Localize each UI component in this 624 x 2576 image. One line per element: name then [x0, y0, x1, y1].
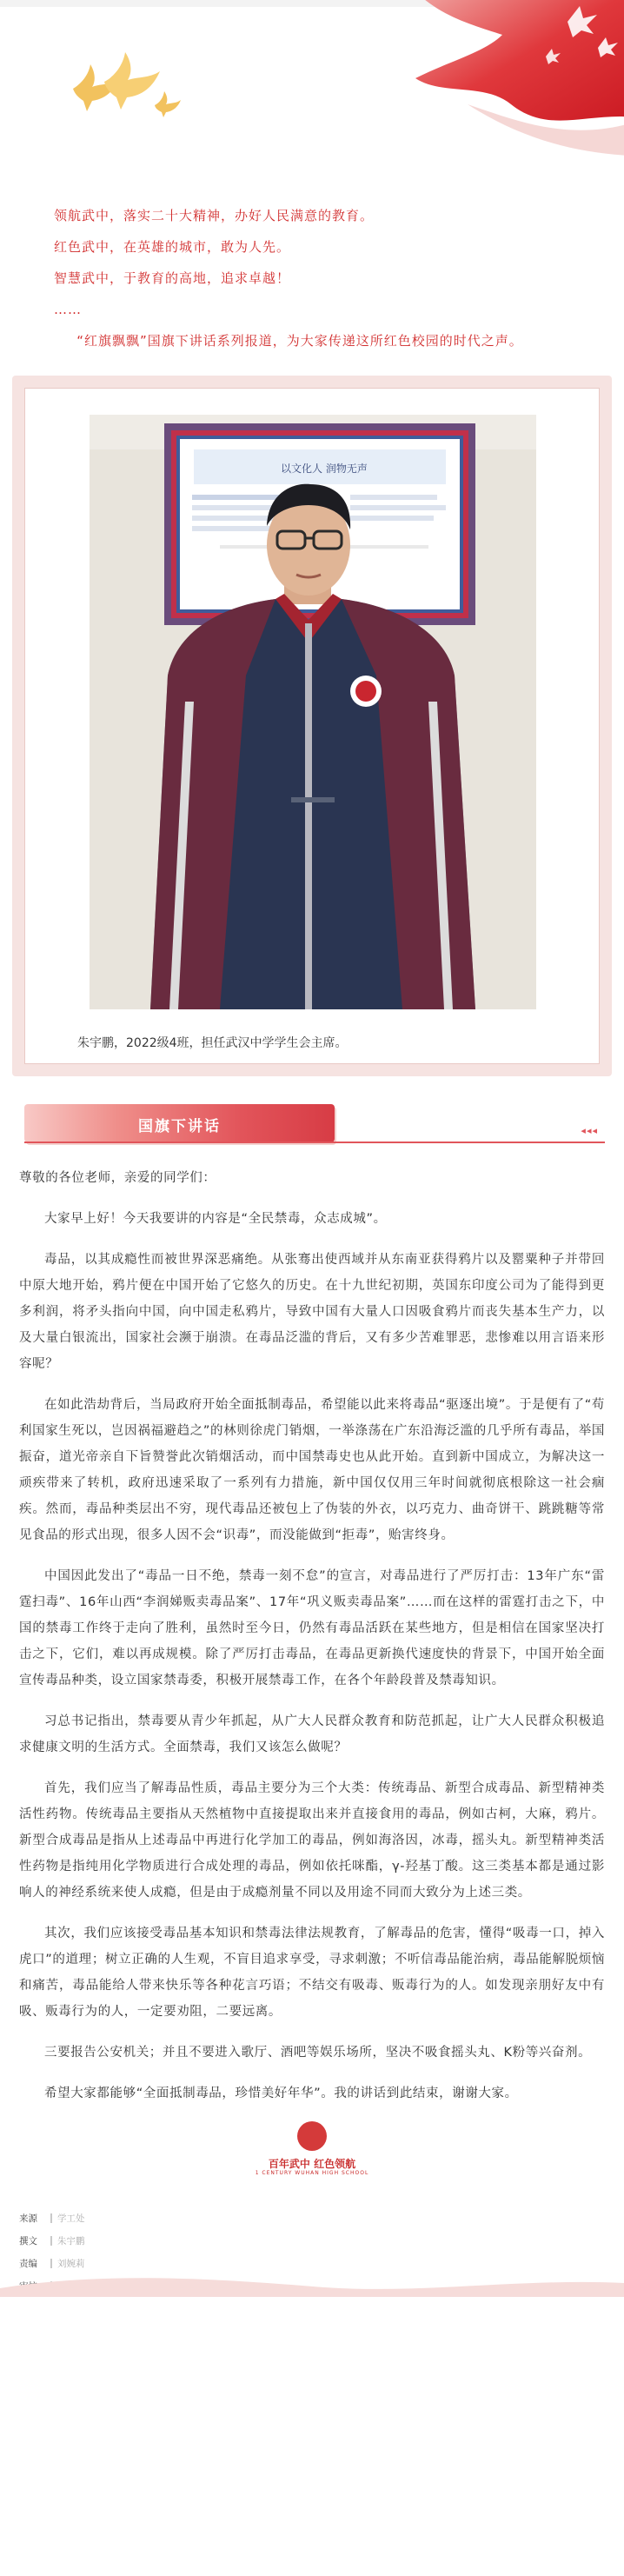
intro-line: 领航武中，落实二十大精神，办好人民满意的教育。 — [54, 208, 375, 223]
credit-divider — [50, 2236, 52, 2246]
board-title: 以文化人 润物无声 — [281, 463, 368, 475]
speech-paragraph: 三要报告公安机关；并且不要进入歌厅、酒吧等娱乐场所，坚决不吸食摇头丸、K粉等兴奋剂。 — [44, 2046, 592, 2060]
photo-frame — [24, 388, 600, 1064]
intro-line: “红旗飘飘”国旗下讲话系列报道，为大家传递这所红色校园的时代之声。 — [76, 333, 523, 349]
credit-value: 学工处 — [57, 2213, 85, 2224]
intro-line: 智慧武中，于教育的高地，追求卓越！ — [54, 270, 291, 286]
student-photo — [90, 415, 536, 1009]
section-header — [0, 1094, 624, 1146]
section-title: 国旗下讲话 — [138, 1118, 221, 1135]
salutation: 尊敬的各位老师，亲爱的同学们： — [19, 1171, 216, 1185]
credit-row — [19, 2207, 605, 2229]
credit-label: 来源 — [19, 2213, 37, 2224]
speech-body — [0, 1146, 624, 2107]
intro-line: 红色武中，在英雄的城市，敢为人先。 — [54, 239, 291, 255]
school-logo-block — [0, 2121, 624, 2191]
speech-paragraph: 毒品，以其成瘾性而被世界深恶痛绝。从张骞出使西域并从东南亚获得鸦片以及罂粟种子并带回中原大地开始，鸦片便在中国开始了它悠久的历史。在十九世纪初期，英国东印度公司为了能得到更多利润，将矛头指向中国，向中国走私鸦片，导致中国有大量人口因吸食鸦片而丧失基本生产力，以及大量白银流出，国家社会濒于崩溃。在毒品泛滥的背后，又有多少苦难罪恶，悲惨难以用言语来形容呢？ — [19, 1253, 605, 1371]
photo-caption: 朱宇鹏，2022级4班，担任武汉中学学生会主席。 — [77, 1036, 348, 1050]
triangle-arrows-icon: ◂◂◂ — [581, 1125, 598, 1136]
logo-name: 百年武中 红色领航 — [268, 2158, 356, 2170]
credit-value: 朱宇鹏 — [57, 2235, 85, 2247]
photo-card — [12, 376, 612, 1076]
student-portrait-image — [90, 415, 536, 1009]
speech-paragraph: 其次，我们应该接受毒品基本知识和禁毒法律法规教育，了解毒品的危害，懂得“吸毒一口，掉入虎口”的道理；树立正确的人生观，不盲目追求享受，寻求刺激；不听信毒品能治病，毒品能解脱烦恼和痛苦，毒品能给人带来快乐等各种花言巧语；不结交有吸毒、贩毒行为的人。如发现亲朋好友中有吸、贩毒行为的人，一定要劝阻，二要远离。 — [19, 1927, 605, 2019]
red-brush-decoration — [381, 0, 624, 156]
speech-paragraph: 在如此浩劫背后，当局政府开始全面抵制毒品，希望能以此来将毒品“驱逐出境”。于是便有了“苟利国家生死以，岂因祸福避趋之”的林则徐虎门销烟，一举涤荡在广东沿海泛滥的几乎所有毒品，举国振奋，道光帝亲自下旨赞誉此次销烟活动，而中国禁毒史也从此开始。直到新中国成立，为解决这一顽疾带来了转机，政府迅速采取了一系列有力措施，新中国仅仅用三年时间就彻底根除这一社会痼疾。然而，毒品种类层出不穷，现代毒品还被包上了伪装的外衣，以巧克力、曲奇饼干、跳跳糖等常见食品的形式出现，很多人因不会“识毒”，而没能做到“拒毒”，贻害终身。 — [19, 1398, 605, 1542]
intro-ellipsis: …… — [54, 302, 82, 317]
bottom-brush-decoration — [0, 2262, 624, 2297]
gold-dove-icon — [153, 90, 183, 118]
header-banner — [0, 0, 624, 191]
credit-label: 责编 — [19, 2258, 37, 2269]
logo-subtitle: 1 CENTURY WUHAN HIGH SCHOOL — [255, 2170, 369, 2176]
speech-paragraph: 首先，我们应当了解毒品性质，毒品主要分为三个大类：传统毒品、新型合成毒品、新型精神类活性药物。传统毒品主要指从天然植物中直接提取出来并直接食用的毒品，例如古柯，大麻，鸦片。新型合成毒品是指从上述毒品中再进行化学加工的毒品，例如海洛因，冰毒，摇头丸。新型精神类活性药物是指纯用化学物质进行合成处理的毒品，例如依托咪酯，γ-羟基丁酸。这三类基本都是通过影响人的神经系统来使人成瘾，但是由于成瘾剂量不同以及用途不同而大致分为上述三类。 — [19, 1781, 605, 1900]
speech-paragraph: 希望大家都能够“全面抵制毒品，珍惜美好年华”。我的讲话到此结束，谢谢大家。 — [44, 2087, 518, 2100]
speech-paragraph: 大家早上好！今天我要讲的内容是“全民禁毒，众志成城”。 — [44, 1212, 387, 1226]
speech-paragraph: 中国因此发出了“毒品一日不绝，禁毒一刻不怠”的宣言，对毒品进行了严厉打击：13年广东“雷霆扫毒”、16年山西“李润娣贩卖毒品案”、17年“巩义贩卖毒品案”……而在这样的雷霆打击之下，中国的禁毒工作终于走向了胜利，虽然时至今日，仍然有毒品活跃在某些地方，但是相信在国家坚决打击之下，它们，难以再成规模。除了严厉打击毒品，在毒品更新换代速度快的背景下，中国开始全面宣传毒品种类，设立国家禁毒委，积极开展禁毒工作，在各个年龄段普及禁毒知识。 — [19, 1569, 605, 1687]
section-divider — [24, 1142, 605, 1143]
credit-value: 刘婉莉 — [57, 2258, 85, 2269]
credit-label: 撰文 — [19, 2235, 37, 2247]
intro-section — [0, 174, 624, 356]
school-emblem-icon — [297, 2121, 327, 2151]
section-title-pill — [24, 1104, 335, 1142]
credit-divider — [50, 2213, 52, 2223]
speech-paragraph: 习总书记指出，禁毒要从青少年抓起，从广大人民群众教育和防范抓起，让广大人民群众积极追求健康文明的生活方式。全面禁毒，我们又该怎么做呢？ — [19, 1714, 605, 1754]
credit-row — [19, 2229, 605, 2252]
